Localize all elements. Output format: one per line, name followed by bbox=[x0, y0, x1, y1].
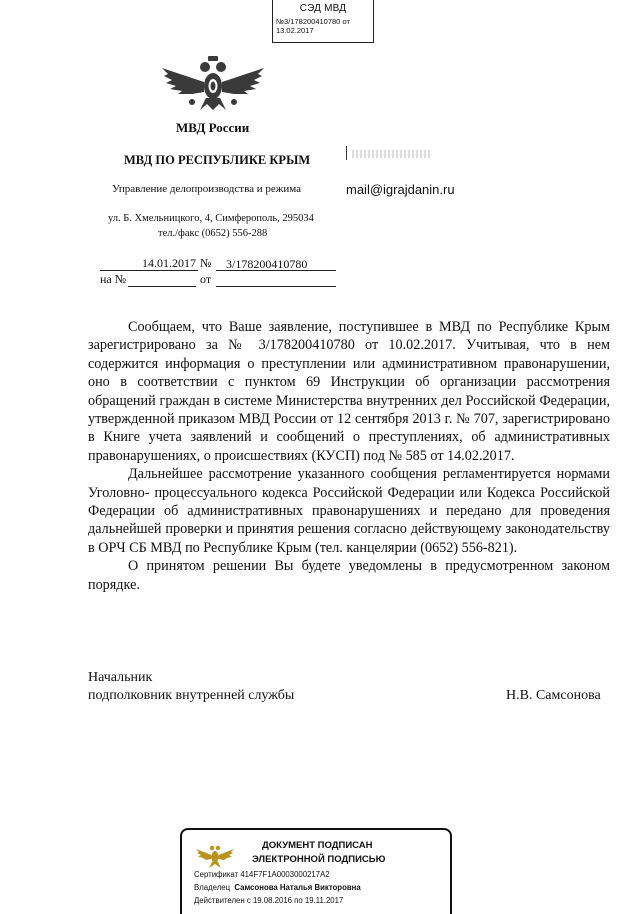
signer-name: Н.В. Самсонова bbox=[506, 688, 601, 703]
recipient-email: mail@igrajdanin.ru bbox=[346, 182, 455, 197]
esig-heading-1: ДОКУМЕНТ ПОДПИСАН bbox=[262, 840, 373, 851]
registration-date: 14.01.2017 bbox=[100, 256, 198, 271]
esig-certificate: Сертификат 414F7F1A0003000217A2 bbox=[194, 870, 330, 879]
esig-heading-2: ЭЛЕКТРОННОЙ ПОДПИСЬЮ bbox=[252, 854, 386, 865]
letter-body bbox=[88, 318, 610, 594]
recipient-redacted bbox=[352, 150, 432, 158]
signer-title: Начальник bbox=[88, 670, 153, 685]
reg-stamp-title: СЭД МВД bbox=[299, 3, 347, 14]
regional-office-name: МВД ПО РЕСПУБЛИКЕ КРЫМ bbox=[124, 153, 311, 167]
emblem-small-icon bbox=[196, 842, 234, 868]
body-paragraph-3: О принятом решении Вы будете уведомлены в предусмотренном законом порядке. bbox=[88, 558, 610, 593]
ministry-name: МВД России bbox=[176, 120, 250, 135]
body-paragraph-1: Сообщаем, что Ваше заявление, поступившее в МВД по Республике Крым зарегистрировано за № 3/178200410780 от 10.02.2017. Учитывая, что в нем содержится информация о преступлении или административном правонарушении, оно в соответствии с пунктом 69 Инструкции об организации рассмотрения обращений граждан в системе Министерства внутренних дел Российской Федерации, утвержденной приказом МВД России от 12 сентября 2013 г. № 707, зарегистрировано в Книге учета заявлений и сообщений о преступлениях, об административных правонарушениях, о происшествиях (КУСП) под № 585 от 14.02.2017. bbox=[88, 319, 610, 464]
office-address: ул. Б. Хмельницкого, 4, Симферополь, 295034 bbox=[108, 213, 314, 224]
reference-number-label: на № bbox=[100, 272, 127, 286]
body-paragraph-2: Дальнейшее рассмотрение указанного сообщения регламентируется нормами Уголовно- процессуального кодекса Российской Федерации или Кодекса Российской Федерации об административных правонарушениях и передано для проведения дальнейшей проверки и принятия решения согласно действующему законодательству в ОРЧ СБ МВД по Республике Крым (тел. канцелярии (0652) 556-821). bbox=[88, 466, 610, 556]
reference-number-line bbox=[128, 272, 196, 287]
recipient-corner-mark bbox=[346, 146, 347, 160]
reg-stamp-number: №3/178200410780 от bbox=[276, 17, 350, 26]
reference-date-line bbox=[216, 272, 336, 287]
double-headed-eagle-emblem-icon bbox=[160, 52, 266, 112]
esig-validity: Действителен с 19.08.2016 по 19.11.2017 bbox=[194, 896, 344, 905]
esig-owner: Владелец Самсонова Наталья Викторовна bbox=[194, 883, 361, 892]
registration-number-label: № bbox=[200, 256, 212, 270]
registration-stamp bbox=[272, 0, 374, 43]
office-phone: тел./факс (0652) 556-288 bbox=[158, 228, 268, 239]
reference-date-label: от bbox=[200, 272, 212, 286]
electronic-signature-stamp bbox=[180, 828, 452, 914]
registration-number: 3/178200410780 bbox=[216, 256, 336, 271]
signer-rank: подполковник внутренней службы bbox=[88, 688, 295, 703]
reg-stamp-date: 13.02.2017 bbox=[276, 26, 314, 35]
department-name: Управление делопроизводства и режима bbox=[112, 183, 302, 195]
